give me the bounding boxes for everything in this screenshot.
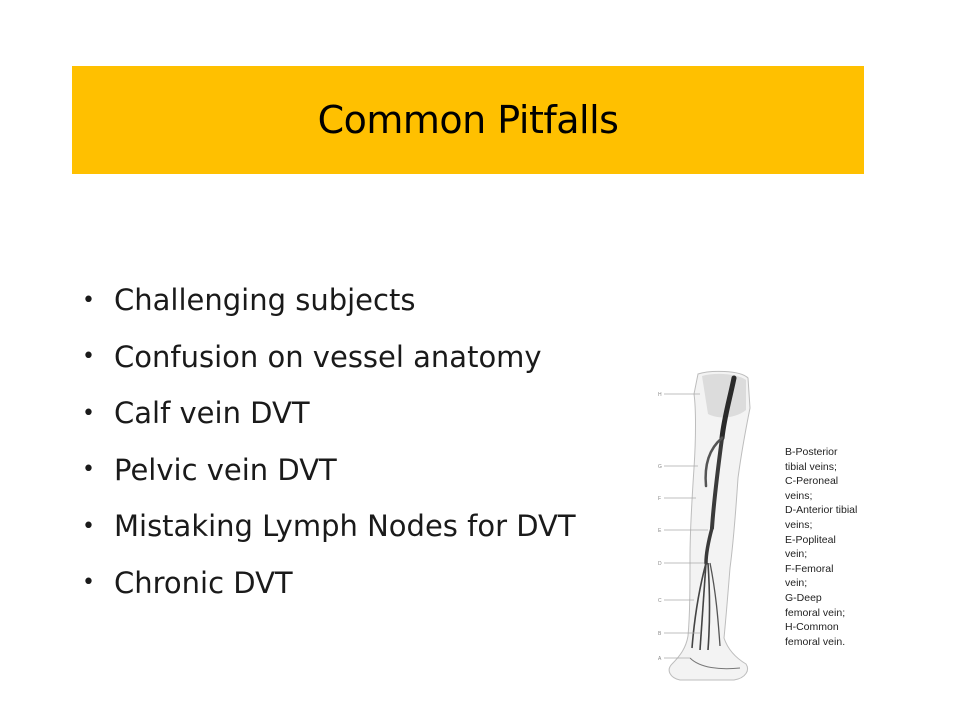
bullet-dot-icon: • (82, 344, 95, 370)
legend-line: vein; (785, 548, 808, 561)
bullet-item (82, 555, 576, 612)
bullet-item (82, 272, 576, 329)
bullet-item (82, 498, 576, 555)
bullet-dot-icon: • (82, 287, 95, 313)
slide-title: Common Pitfalls (317, 98, 619, 142)
thigh-shade (702, 374, 746, 418)
bullet-item (82, 385, 576, 442)
bullet-text: Chronic DVT (114, 565, 293, 600)
bullet-text: Calf vein DVT (114, 396, 310, 431)
legend-line: F-Femoral (785, 562, 834, 575)
legend-line: femoral vein; (785, 606, 846, 619)
bullet-text: Mistaking Lymph Nodes for DVT (114, 509, 576, 544)
bullet-list (82, 272, 576, 611)
marker-b: B (658, 631, 662, 637)
legend-line: veins; (785, 489, 813, 502)
bullet-item (82, 329, 576, 386)
bullet-item (82, 442, 576, 499)
legend-line: veins; (785, 518, 813, 531)
bullet-dot-icon: • (82, 400, 95, 426)
legend-line: H-Common (785, 621, 839, 634)
legend-line: vein; (785, 577, 808, 590)
marker-f: F (658, 496, 662, 502)
marker-e: E (658, 528, 662, 534)
leg-vein-anatomy-icon (650, 368, 760, 686)
marker-d: D (658, 561, 662, 567)
marker-g: G (658, 464, 662, 470)
bullet-dot-icon: • (82, 570, 95, 596)
figure-marker-labels (658, 392, 662, 662)
title-bar (72, 66, 864, 174)
bullet-text: Confusion on vessel anatomy (114, 339, 542, 374)
legend-line: tibial veins; (785, 460, 837, 473)
bullet-text: Challenging subjects (114, 283, 416, 318)
legend-line: D-Anterior tibial (785, 504, 858, 517)
legend-line: B-Posterior (785, 446, 838, 458)
legend-line: G-Deep (785, 591, 822, 604)
bullet-text: Pelvic vein DVT (114, 452, 337, 487)
marker-c: C (658, 598, 662, 604)
bullet-dot-icon: • (82, 457, 95, 483)
legend-line: femoral vein. (785, 635, 846, 648)
marker-a: A (658, 656, 662, 662)
bullet-dot-icon: • (82, 513, 95, 539)
legend-line: E-Popliteal (785, 533, 836, 546)
marker-h: H (658, 392, 662, 398)
figure-legend (785, 445, 905, 649)
legend-line: C-Peroneal (785, 475, 839, 488)
